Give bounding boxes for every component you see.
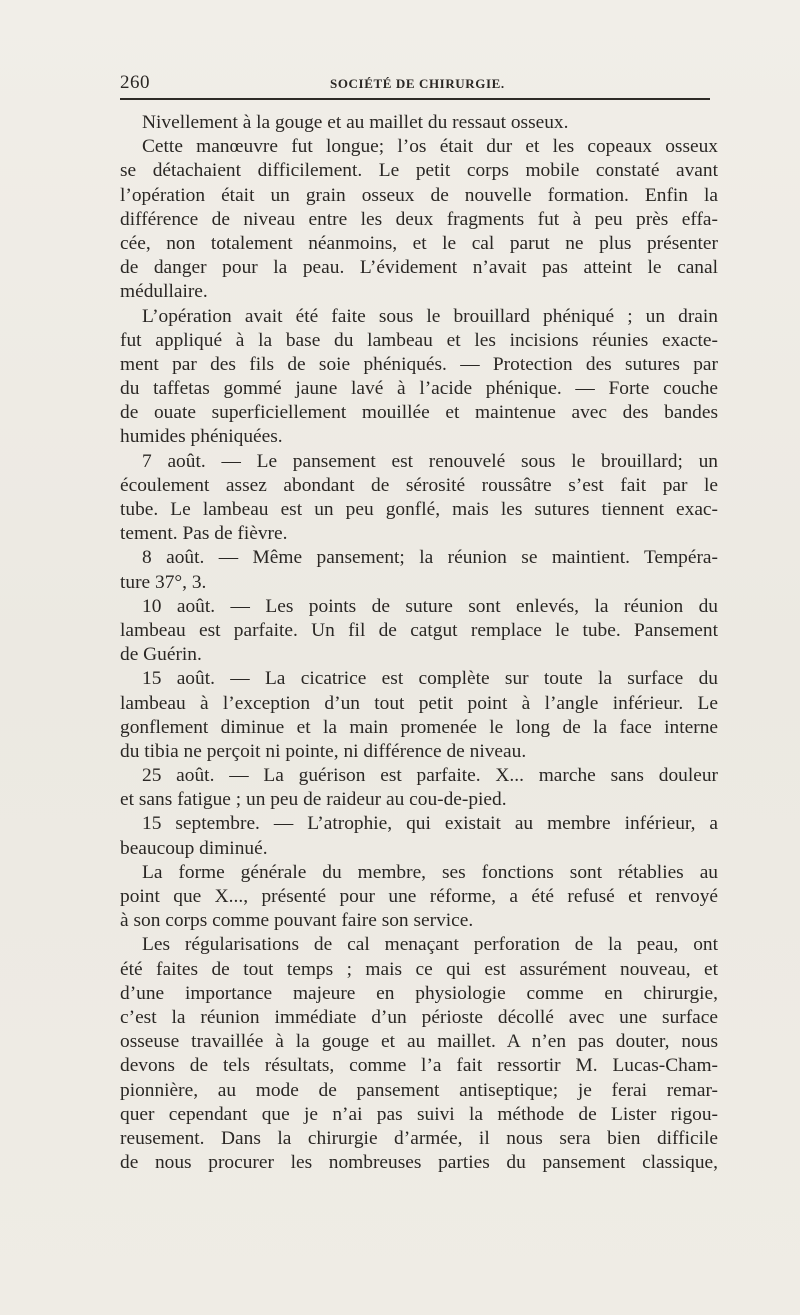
text-line: 10 août. — Les points de suture sont enlevés, la réunion du bbox=[142, 595, 718, 617]
text-line: de danger pour la peau. L’évidement n’avait pas atteint le canal bbox=[120, 257, 718, 279]
text-line: Les régularisations de cal menaçant perforation de la peau, ont bbox=[142, 934, 718, 956]
text-line: et sans fatigue ; un peu de raideur au cou-de-pied. bbox=[120, 789, 507, 811]
text-line: humides phéniquées. bbox=[120, 426, 283, 448]
text-line: différence de niveau entre les deux fragments fut à peu près effa- bbox=[120, 208, 718, 230]
header-rule bbox=[120, 98, 710, 100]
text-line: Cette manœuvre fut longue; l’os était dur et les copeaux osseux bbox=[142, 136, 718, 158]
text-line: tement. Pas de fièvre. bbox=[120, 523, 288, 545]
text-line: 8 août. — Même pansement; la réunion se maintient. Tempéra- bbox=[142, 547, 718, 569]
text-line: été faites de tout temps ; mais ce qui est assurément nouveau, et bbox=[120, 958, 718, 980]
text-line: pionnière, au mode de pansement antiseptique; je ferai remar- bbox=[120, 1079, 718, 1101]
text-line: point que X..., présenté pour une réforme, a été refusé et renvoyé bbox=[120, 886, 718, 907]
text-line: l’opération était un grain osseux de nouvelle formation. Enfin la bbox=[120, 184, 718, 206]
text-line: ment par des fils de soie phéniqués. — Protection des sutures par bbox=[120, 353, 718, 375]
text-line: Nivellement à la gouge et au maillet du ressaut osseux. bbox=[142, 112, 569, 133]
text-line: se détachaient difficilement. Le petit corps mobile constaté avant bbox=[120, 160, 718, 182]
text-line: tube. Le lambeau est un peu gonflé, mais les sutures tiennent exac- bbox=[120, 499, 718, 520]
text-line: La forme générale du membre, ses fonctions sont rétablies au bbox=[142, 861, 718, 883]
body-text bbox=[120, 111, 718, 1175]
text-line: 15 août. — La cicatrice est complète sur toute la surface du bbox=[142, 668, 718, 690]
text-line: quer cependant que je n’ai pas suivi la méthode de Lister rigou- bbox=[120, 1103, 718, 1125]
text-line: à son corps comme pouvant faire son service. bbox=[120, 910, 474, 932]
text-line: c’est la réunion immédiate d’un périoste décollé avec une surface bbox=[120, 1006, 718, 1028]
text-line: osseuse travaillée à la gouge et au maillet. A n’en pas douter, nous bbox=[120, 1031, 718, 1053]
text-line: de Guérin. bbox=[120, 644, 202, 666]
text-line: 25 août. — La guérison est parfaite. X... marche sans douleur bbox=[142, 765, 718, 787]
running-head bbox=[120, 62, 710, 102]
text-line: du taffetas gommé jaune lavé à l’acide phénique. — Forte couche bbox=[120, 378, 718, 400]
text-line: lambeau à l’exception d’un tout petit point à l’angle inférieur. Le bbox=[120, 692, 718, 714]
text-line: devons de tels résultats, comme l’a fait ressortir M. Lucas-Cham- bbox=[120, 1055, 718, 1077]
text-line: L’opération avait été faite sous le brouillard phéniqué ; un drain bbox=[142, 305, 718, 327]
text-line: gonflement diminue et la main promenée le long de la face interne bbox=[120, 716, 718, 738]
text-line: ture 37°, 3. bbox=[120, 571, 207, 593]
text-line: de nous procurer les nombreuses parties du pansement classique, bbox=[120, 1152, 718, 1174]
text-line: de ouate superficiellement mouillée et maintenue avec des bandes bbox=[120, 402, 718, 424]
text-line: écoulement assez abondant de sérosité roussâtre s’est fait par le bbox=[120, 474, 718, 496]
journal-title: SOCIÉTÉ DE CHIRURGIE. bbox=[330, 76, 505, 91]
text-line: lambeau est parfaite. Un fil de catgut remplace le tube. Pansement bbox=[120, 619, 718, 641]
text-line: cée, non totalement néanmoins, et le cal parut ne plus présenter bbox=[120, 232, 718, 254]
text-line: 15 septembre. — L’atrophie, qui existait au membre inférieur, a bbox=[142, 813, 718, 835]
page-number: 260 bbox=[120, 72, 150, 93]
text-line: du tibia ne perçoit ni pointe, ni différence de niveau. bbox=[120, 740, 527, 762]
text-line: médullaire. bbox=[120, 281, 208, 303]
text-line: 7 août. — Le pansement est renouvelé sous le brouillard; un bbox=[142, 450, 718, 472]
text-line: reusement. Dans la chirurgie d’armée, il nous sera bien difficile bbox=[120, 1127, 718, 1149]
text-line: d’une importance majeure en physiologie comme en chirurgie, bbox=[120, 982, 718, 1004]
text-line: fut appliqué à la base du lambeau et les incisions réunies exacte- bbox=[120, 329, 718, 351]
text-line: beaucoup diminué. bbox=[120, 837, 268, 859]
